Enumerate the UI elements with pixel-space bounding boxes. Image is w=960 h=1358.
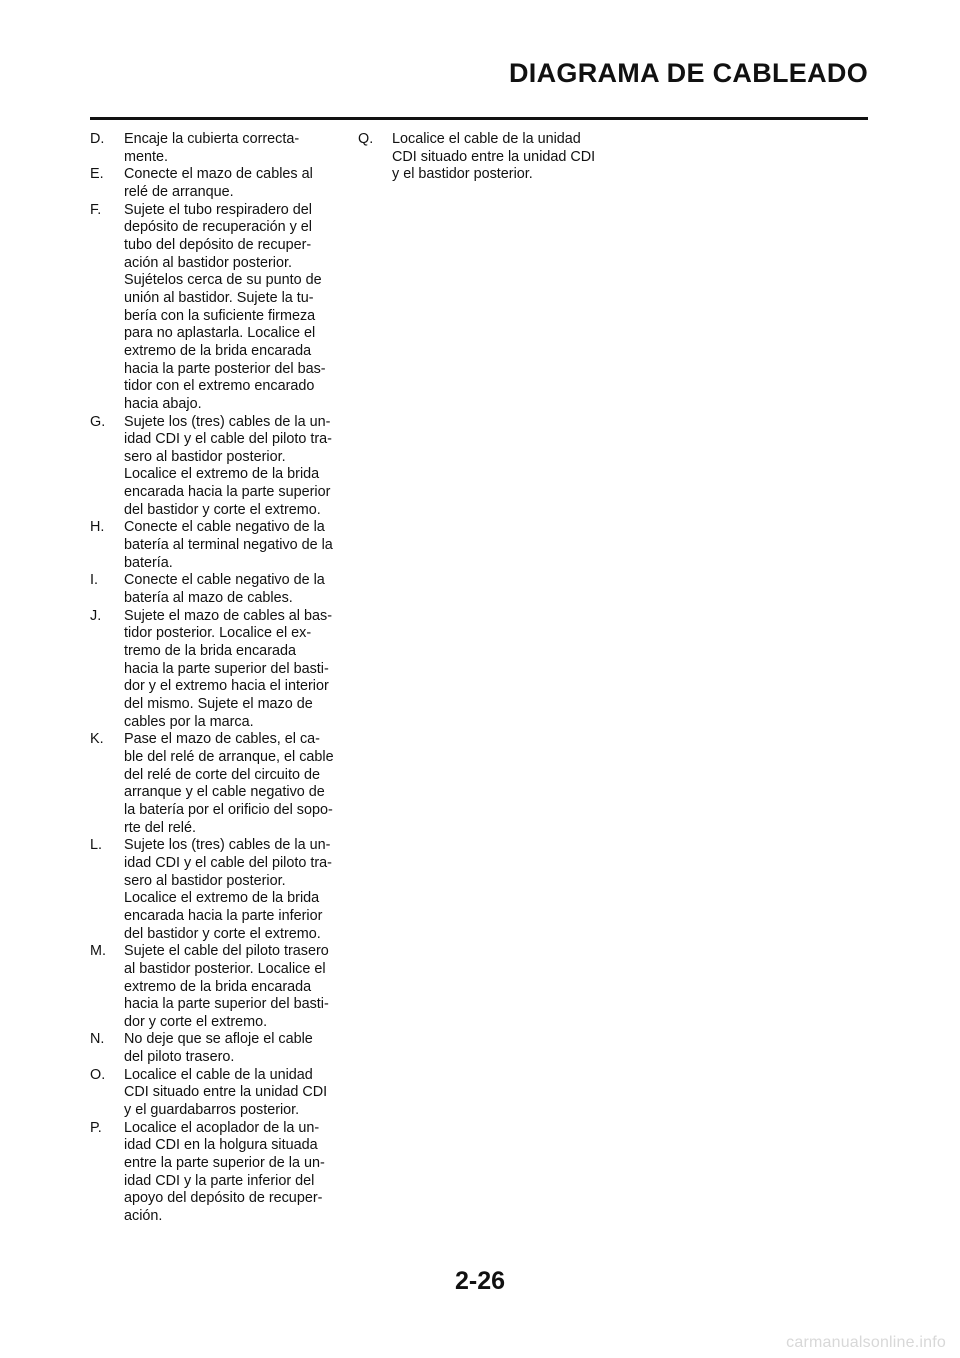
step-text-line: y el bastidor posterior. xyxy=(392,166,533,183)
step-text-line: Sujete el cable del piloto trasero xyxy=(124,943,329,960)
step-text-line: Sujételos cerca de su punto de xyxy=(124,272,322,289)
step-letter: J. xyxy=(90,607,102,624)
watermark-text: carmanualsonline.info xyxy=(786,1334,946,1351)
instruction-step xyxy=(90,837,340,943)
step-text-line: extremo de la brida encarada xyxy=(124,978,312,995)
instruction-step xyxy=(90,1120,340,1226)
instruction-step xyxy=(90,608,340,732)
step-text xyxy=(124,519,340,572)
step-text-line: Sujete los (tres) cables de la un- xyxy=(124,413,331,430)
step-text-line: unión al bastidor. Sujete la tu- xyxy=(124,289,314,306)
step-text xyxy=(124,202,340,414)
step-text-line: batería al terminal negativo de la xyxy=(124,537,333,554)
step-text-line: Localice el acoplador de la un- xyxy=(124,1119,320,1136)
step-text-line: relé de arranque. xyxy=(124,183,234,200)
step-letter: D. xyxy=(90,131,105,147)
step-text xyxy=(124,131,340,166)
step-text-line: tidor con el extremo encarado xyxy=(124,378,315,395)
page-title: DIAGRAMA DE CABLEADO xyxy=(509,58,868,88)
step-letter: F. xyxy=(90,201,102,218)
instruction-step xyxy=(358,131,608,184)
step-text-line: sero al bastidor posterior. xyxy=(124,872,286,889)
step-text-line: apoyo del depósito de recuper- xyxy=(124,1190,323,1207)
step-text-line: Localice el extremo de la brida xyxy=(124,890,320,907)
step-text-line: Localice el cable de la unidad xyxy=(392,131,581,147)
step-text-line: ación. xyxy=(124,1208,163,1225)
step-text-line: del bastidor y corte el extremo. xyxy=(124,501,321,518)
step-text-line: idad CDI en la holgura situada xyxy=(124,1137,318,1154)
step-letter: N. xyxy=(90,1031,105,1048)
step-text xyxy=(124,166,340,201)
step-text xyxy=(124,1031,340,1066)
right-column xyxy=(358,131,608,184)
step-text xyxy=(124,837,340,943)
left-column xyxy=(90,131,340,1226)
step-text-line: No deje que se afloje el cable xyxy=(124,1031,313,1048)
step-text-line: Pase el mazo de cables, el ca- xyxy=(124,731,320,748)
step-text xyxy=(124,572,340,607)
step-text xyxy=(124,731,340,837)
step-text-line: depósito de recuperación y el xyxy=(124,219,312,236)
step-text-line: Localice el extremo de la brida xyxy=(124,466,320,483)
step-text-line: Conecte el cable negativo de la xyxy=(124,572,325,589)
step-text-line: la batería por el orificio del sopo- xyxy=(124,801,333,818)
step-text-line: dor y corte el extremo. xyxy=(124,1013,268,1030)
step-text-line: hacia abajo. xyxy=(124,395,202,412)
step-text-line: dor y el extremo hacia el interior xyxy=(124,678,329,695)
instruction-step xyxy=(90,414,340,520)
step-text-line: batería al mazo de cables. xyxy=(124,590,293,607)
step-text-line: cables por la marca. xyxy=(124,713,254,730)
page-number: 2-26 xyxy=(454,1267,506,1295)
step-letter: K. xyxy=(90,731,104,748)
step-text-line: idad CDI y el cable del piloto tra- xyxy=(124,854,332,871)
step-text-line: y el guardabarros posterior. xyxy=(124,1102,300,1119)
step-letter: P. xyxy=(90,1119,102,1136)
instruction-step xyxy=(90,166,340,201)
step-text-line: Conecte el mazo de cables al xyxy=(124,166,313,183)
step-letter: M. xyxy=(90,943,106,960)
step-text-line: Conecte el cable negativo de la xyxy=(124,519,325,536)
instruction-step xyxy=(90,519,340,572)
step-text xyxy=(124,608,340,732)
step-text-line: idad CDI y el cable del piloto tra- xyxy=(124,431,332,448)
step-text-line: Localice el cable de la unidad xyxy=(124,1066,313,1083)
step-text-line: al bastidor posterior. Localice el xyxy=(124,960,326,977)
step-text-line: Sujete el tubo respiradero del xyxy=(124,201,312,218)
instruction-step xyxy=(90,131,340,166)
step-text-line: hacia la parte posterior del bas- xyxy=(124,360,326,377)
step-letter: Q. xyxy=(358,131,374,147)
instruction-step xyxy=(90,572,340,607)
step-text-line: entre la parte superior de la un- xyxy=(124,1155,325,1172)
step-text-line: mente. xyxy=(124,148,168,165)
step-text-line: Sujete los (tres) cables de la un- xyxy=(124,837,331,854)
step-text-line: del piloto trasero. xyxy=(124,1049,235,1066)
step-text-line: para no aplastarla. Localice el xyxy=(124,325,316,342)
step-letter: H. xyxy=(90,519,105,536)
step-text xyxy=(124,943,340,1031)
step-text-line: idad CDI y la parte inferior del xyxy=(124,1172,315,1189)
step-text-line: batería. xyxy=(124,554,173,571)
step-text-line: ble del relé de arranque, el cable xyxy=(124,748,334,765)
step-text-line: del bastidor y corte el extremo. xyxy=(124,925,321,942)
instruction-step xyxy=(90,943,340,1031)
step-text-line: sero al bastidor posterior. xyxy=(124,448,286,465)
step-text-line: encarada hacia la parte superior xyxy=(124,484,331,501)
step-text-line: tubo del depósito de recuper- xyxy=(124,236,312,253)
step-text-line: extremo de la brida encarada xyxy=(124,342,312,359)
step-text-line: hacia la parte superior del basti- xyxy=(124,996,329,1013)
step-text xyxy=(124,1067,340,1120)
step-text-line: arranque y el cable negativo de xyxy=(124,784,325,801)
step-letter: G. xyxy=(90,413,106,430)
step-text xyxy=(124,1120,340,1226)
step-text-line: Encaje la cubierta correcta- xyxy=(124,131,300,147)
step-text xyxy=(392,131,608,184)
instruction-step xyxy=(90,1067,340,1120)
header-rule xyxy=(90,117,868,120)
step-letter: E. xyxy=(90,166,104,183)
step-text-line: tidor posterior. Localice el ex- xyxy=(124,625,312,642)
step-text-line: rte del relé. xyxy=(124,819,196,836)
step-text-line: Sujete el mazo de cables al bas- xyxy=(124,607,332,624)
step-letter: I. xyxy=(90,572,98,589)
step-text-line: hacia la parte superior del basti- xyxy=(124,660,329,677)
step-text-line: bería con la suficiente firmeza xyxy=(124,307,316,324)
step-letter: O. xyxy=(90,1066,106,1083)
instruction-step xyxy=(90,202,340,414)
step-text-line: CDI situado entre la unidad CDI xyxy=(392,148,596,165)
instruction-step xyxy=(90,1031,340,1066)
step-text-line: del relé de corte del circuito de xyxy=(124,766,320,783)
instruction-step xyxy=(90,731,340,837)
step-letter: L. xyxy=(90,837,103,854)
step-text-line: encarada hacia la parte inferior xyxy=(124,907,323,924)
step-text xyxy=(124,414,340,520)
page-header xyxy=(90,55,868,125)
step-text-line: del mismo. Sujete el mazo de xyxy=(124,696,313,712)
step-text-line: ación al bastidor posterior. xyxy=(124,254,292,271)
step-text-line: CDI situado entre la unidad CDI xyxy=(124,1084,328,1101)
step-text-line: tremo de la brida encarada xyxy=(124,643,296,660)
